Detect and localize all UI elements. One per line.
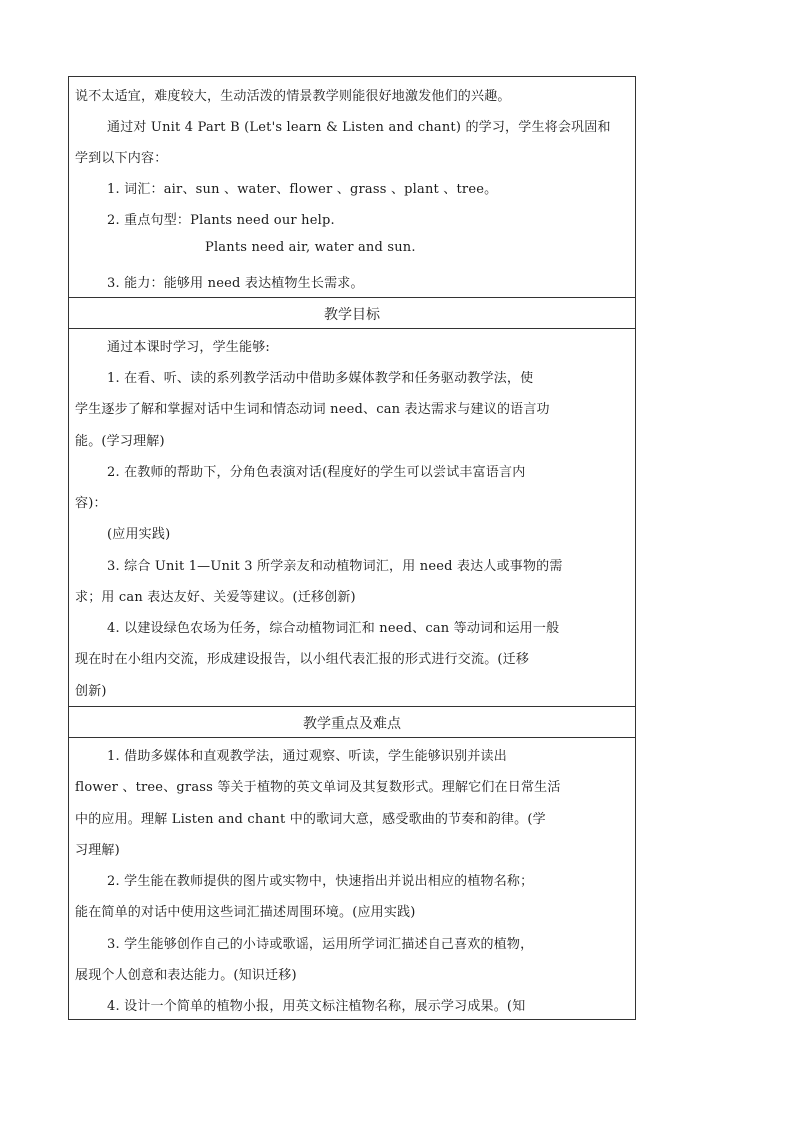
objectives-line: 求；用 can 表达友好、关爱等建议。(迁移创新) — [75, 590, 356, 605]
objectives-line: 学生逐步了解和掌握对话中生词和情态动词 need、can 表达需求与建议的语言功 — [75, 402, 550, 417]
objectives-line: 3. 综合 Unit 1—Unit 3 所学亲友和动植物词汇，用 need 表达人或事物的需 — [107, 559, 563, 574]
intro-item-vocabulary: 1. 词汇：air、sun 、water、flower 、grass 、plant 、tree。 — [107, 182, 498, 197]
keypoints-line: flower 、tree、grass 等关于植物的英文单词及其复数形式。理解它们在日常生活 — [75, 780, 561, 795]
objectives-line: 4. 以建设绿色农场为任务，综合动植物词汇和 need、can 等动词和运用一般 — [107, 621, 560, 636]
intro-line-1: 说不太适宜，难度较大，生动活泼的情景教学则能很好地激发他们的兴趣。 — [75, 89, 511, 104]
intro-line-3: 学到以下内容： — [75, 151, 168, 166]
objectives-line: 能。(学习理解) — [75, 434, 165, 449]
objectives-line: (应用实践) — [107, 527, 171, 542]
objectives-line: 容)： — [75, 496, 107, 511]
objectives-line: 2. 在教师的帮助下，分角色表演对话(程度好的学生可以尝试丰富语言内 — [107, 465, 526, 480]
keypoints-line: 4. 设计一个简单的植物小报，用英文标注植物名称，展示学习成果。(知 — [107, 999, 526, 1014]
row-divider — [69, 706, 635, 707]
intro-item-sentences-2: Plants need air, water and sun. — [205, 240, 416, 255]
intro-item-sentences: 2. 重点句型：Plants need our help. — [107, 213, 335, 228]
objectives-line: 通过本课时学习，学生能够: — [107, 340, 270, 355]
objectives-line: 创新) — [75, 684, 107, 699]
keypoints-line: 中的应用。理解 Listen and chant 中的歌词大意，感受歌曲的节奏和韵律。(学 — [75, 812, 546, 827]
row-divider — [69, 297, 635, 298]
keypoints-line: 1. 借助多媒体和直观教学法，通过观察、听读，学生能够识别并读出 — [107, 749, 507, 764]
intro-item-ability: 3. 能力：能够用 need 表达植物生长需求。 — [107, 276, 364, 291]
lesson-plan-table — [68, 76, 636, 1020]
objectives-line: 现在时在小组内交流，形成建设报告，以小组代表汇报的形式进行交流。(迁移 — [75, 652, 530, 667]
objectives-line: 1. 在看、听、读的系列教学活动中借助多媒体教学和任务驱动教学法，使 — [107, 371, 534, 386]
keypoints-line: 3. 学生能够创作自己的小诗或歌谣，运用所学词汇描述自己喜欢的植物， — [107, 937, 534, 952]
objectives-heading: 教学目标 — [324, 307, 380, 323]
keypoints-line: 展现个人创意和表达能力。(知识迁移) — [75, 968, 297, 983]
intro-line-2: 通过对 Unit 4 Part B (Let's learn & Listen and chant) 的学习，学生将会巩固和 — [107, 120, 611, 135]
keypoints-line: 习理解) — [75, 843, 120, 858]
keypoints-line: 2. 学生能在教师提供的图片或实物中，快速指出并说出相应的植物名称； — [107, 874, 534, 889]
row-divider — [69, 737, 635, 738]
keypoints-line: 能在简单的对话中使用这些词汇描述周围环境。(应用实践) — [75, 905, 416, 920]
row-divider — [69, 328, 635, 329]
keypoints-heading: 教学重点及难点 — [303, 716, 401, 732]
